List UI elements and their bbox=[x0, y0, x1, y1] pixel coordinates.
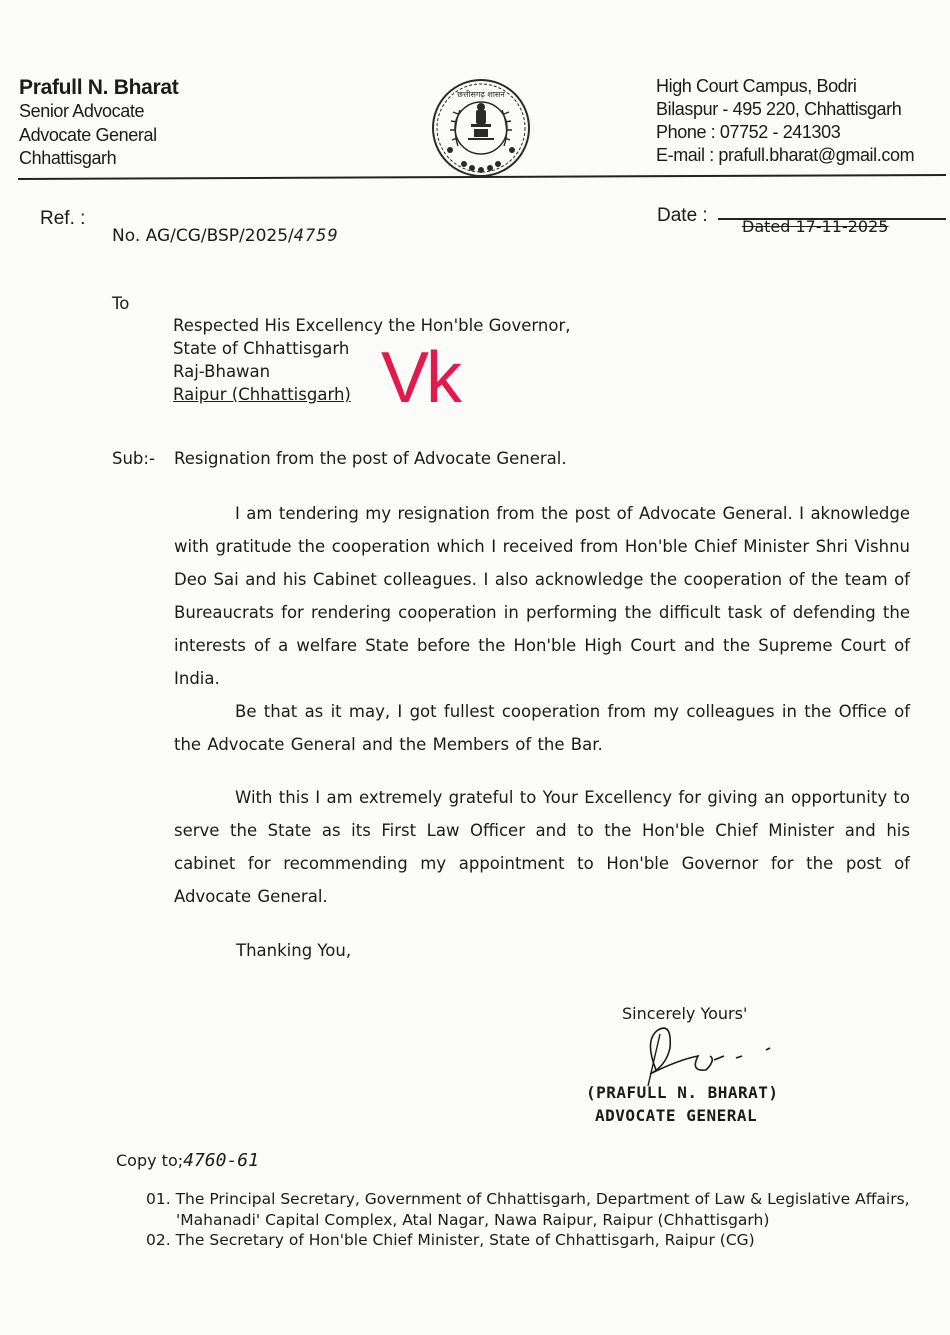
copy-item-number: 01. bbox=[146, 1190, 171, 1208]
addressee-line-1: Respected His Excellency the Hon'ble Governor, bbox=[173, 316, 571, 335]
state-emblem-seal bbox=[428, 74, 534, 182]
ref-number-handwritten: 4759 bbox=[293, 226, 339, 246]
ref-label: Ref. : bbox=[40, 208, 86, 229]
copy-item-number: 02. bbox=[146, 1231, 171, 1249]
to-label: To bbox=[112, 294, 130, 313]
copy-handwritten-number: 4760-61 bbox=[183, 1150, 259, 1171]
address-line-2: Bilaspur - 495 220, Chhattisgarh bbox=[656, 99, 902, 119]
sincerely-line: Sincerely Yours' bbox=[622, 1004, 748, 1023]
body-paragraph-3: With this I am extremely grateful to Your Excellency for giving an opportunity to serve the State as its First Law Officer and to the Hon'ble Chief Minister and his cabinet for recommending my appointment to Hon'ble Governor for the post of Advocate General. bbox=[174, 788, 910, 906]
phone-line: Phone : 07752 - 241303 bbox=[656, 122, 841, 142]
sender-name: Prafull N. Bharat bbox=[19, 76, 179, 99]
signatory-designation: ADVOCATE GENERAL bbox=[595, 1106, 758, 1125]
email-line: E-mail : prafull.bharat@gmail.com bbox=[656, 145, 915, 165]
watermark-initials: Vk bbox=[381, 338, 460, 418]
addressee-line-2: State of Chhattisgarh bbox=[173, 339, 350, 358]
addressee-line-3: Raj-Bhawan bbox=[173, 362, 271, 381]
date-value: Dated 17-11-2025 bbox=[742, 217, 889, 236]
sender-title: Senior Advocate bbox=[19, 101, 145, 121]
body-paragraph-1: I am tendering my resignation from the post of Advocate General. I aknowledge with gratitude the cooperation which I received from Hon'ble Chief Minister Shri Vishnu Deo Sai and his Cabinet colleagues. I also acknowledge the cooperation of the team of Bureaucrats for rendering cooperation in performing the difficult task of defending the interests of a welfare State before the Hon'ble High Court and the Supreme Court of India. bbox=[174, 504, 910, 688]
address-line-1: High Court Campus, Bodri bbox=[656, 76, 857, 96]
copy-item-1-line-2: 'Mahanadi' Capital Complex, Atal Nagar, Nawa Raipur, Raipur (Chhattisgarh) bbox=[176, 1211, 770, 1229]
copy-item-text: The Secretary of Hon'ble Chief Minister, State of Chhattisgarh, Raipur (CG) bbox=[175, 1231, 755, 1249]
emblem-text: छत्तीसगढ़ शासन bbox=[457, 90, 505, 99]
copy-to bbox=[116, 1150, 259, 1171]
copy-to-label: Copy to; bbox=[116, 1151, 184, 1170]
subject-text: Resignation from the post of Advocate General. bbox=[174, 449, 567, 468]
ref-number bbox=[112, 226, 339, 246]
ref-number-prefix: No. AG/CG/BSP/2025/ bbox=[112, 226, 294, 246]
body-paragraph-2: Be that as it may, I got fullest cooperation from my colleagues in the Office of the Advocate General and the Members of the Bar. bbox=[174, 702, 910, 754]
addressee-block bbox=[173, 314, 570, 406]
copy-item-2 bbox=[146, 1230, 755, 1251]
copy-item-1 bbox=[146, 1189, 910, 1210]
sender-office: Advocate General bbox=[19, 125, 157, 145]
sender-state: Chhattisgarh bbox=[19, 148, 117, 168]
date-label: Date : bbox=[657, 205, 708, 226]
thanking-line: Thanking You, bbox=[236, 941, 352, 960]
addressee-line-4: Raipur (Chhattisgarh) bbox=[173, 385, 351, 404]
signatory-name: (PRAFULL N. BHARAT) bbox=[586, 1083, 779, 1102]
copy-item-text: The Principal Secretary, Government of Chhattisgarh, Department of Law & Legislative Affairs, bbox=[175, 1190, 910, 1208]
subject-label: Sub:- bbox=[112, 449, 155, 468]
